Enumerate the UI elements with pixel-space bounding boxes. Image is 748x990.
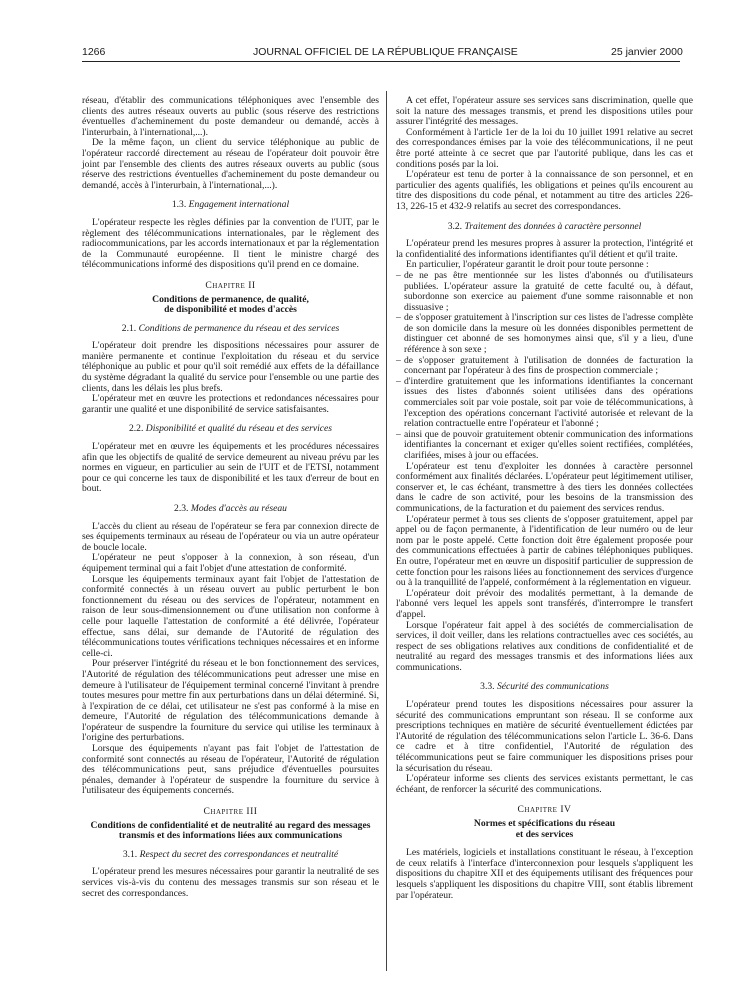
paragraph: L'opérateur informe ses clients des services existants permettant, le cas échéant, de renforcer la sécurité des communications. [396,773,693,795]
paragraph: Conformément à l'article 1er de la loi du 10 juillet 1991 relative au secret des correspondances émises par la voie des télécommunications, il ne peut être porté atteinte à ce secret que par l'autorité publique, dans les cas et conditions posés par la loi. [396,126,693,170]
list-item: – de s'opposer gratuitement à l'utilisation de données de facturation la concernant par l'opérateur à des fins de prospection commerciale ; [396,356,693,377]
paragraph: Lorsque les équipements terminaux ayant fait l'objet de l'attestation de conformité connectés à un réseau ouvert au public perturbent le bon fonctionnement du réseau ou des services de l'opérateur, notamment en raison de leur sous-dimensionnement ou d'une utilisation non conforme à celle pour laquelle l'attestation de conformité a été délivrée, l'opérateur effectue, sans délai, sur demande de l'Autorité de régulation des télécommunications toutes vérifications techniques nécessaires et en informe celle-ci. [82,573,379,659]
chapter-label: Chapitre IV [517,804,572,816]
chapter-title-line: Conditions de permanence, de qualité, [152,293,309,305]
paragraph: De la même façon, un client du service téléphonique au public de l'opérateur raccordé directement au réseau de l'opérateur doit pouvoir être joint par l'ensemble des clients des autres réseaux ouverts au public (sous réserve des restrictions éventuelles d'acheminement du poste demandeur ou demandé, accès à l'interurbain, à l'international,...). [82,137,379,191]
chapter-title-line: de disponibilité et modes d'accès [164,304,297,316]
paragraph: L'opérateur est tenu d'exploiter les données à caractère personnel conformément aux finalités déclarées. L'opérateur peut légitimement utiliser, conserver et, le cas échéant, transmettre à des tiers les données collectées dans le cadre de son activité, pour les besoins de la transmission des communications, de la facturation et du paiement des services rendus. [396,460,693,514]
section-heading [82,200,379,211]
paragraph: Lorsque des équipements n'ayant pas fait l'objet de l'attestation de conformité sont connectés au réseau de l'opérateur, l'Autorité de régulation des télécommunications peut, sans préjudice d'éventuelles poursuites pénales, demander à l'opérateur de suspendre la fourniture du service à l'utilisateur des équipements concernés. [82,743,379,797]
section-heading [82,324,379,335]
paragraph: A cet effet, l'opérateur assure ses services sans discrimination, quelle que soit la nature des messages transmis, et prend les dispositions utiles pour assurer l'intégrité des messages. [396,95,693,128]
section-title: Traitement des données à caractère personnel [464,220,642,232]
paragraph: L'opérateur permet à tous ses clients de s'opposer gratuitement, appel par appel ou de façon permanente, à l'identification de leur numéro ou de leur nom par le poste appelé. Cette fonction doit être également proposée pour des communications effectuées à partir de cabines téléphoniques publiques. En outre, l'opérateur met en œuvre un dispositif particulier de suppression de cette fonction pour les raisons liées au fonctionnement des services d'urgence ou à la tranquillité de l'appelé, conformément à la réglementation en vigueur. [396,513,693,589]
section-title: Conditions de permanence du réseau et des services [138,322,340,334]
section-number: 3.3. [480,681,495,693]
paragraph: Lorsque l'opérateur fait appel à des sociétés de commercialisation de services, il doit veiller, dans les relations contractuelles avec ces sociétés, au respect de ses obligations relatives aux conditions de confidentialité et de neutralité au regard des messages transmis et des informations liées aux communications. [396,619,693,673]
right-column [396,96,693,901]
chapter-label: Chapitre III [203,806,258,818]
section-title: Engagement international [188,199,290,211]
chapter-title: Conditions de confidentialité et de neutralité au regard des messages transmis et des informations liées aux communications [90,819,371,842]
section-number: 2.2. [128,423,144,435]
paragraph: L'opérateur doit prévoir des modalités permettant, à la demande de l'abonné vers lequel les appels sont transférés, d'interrompre le transfert d'appel. [396,587,693,620]
paragraph: L'accès du client au réseau de l'opérateur se fera par connexion directe de ses équipements terminaux au réseau de l'opérateur ou via un autre opérateur de boucle locale. [82,520,379,553]
column-divider [386,91,387,971]
paragraph: En particulier, l'opérateur garantit le droit pour toute personne : [406,259,649,271]
paragraph: L'opérateur met en œuvre les équipements et les procédures nécessaires afin que les objectifs de qualité de service demeurent au niveau prévu par les normes en vigueur, en particulier au sein de l'UIT et de l'ETSI, notamment pour ce qui concerne les taux de disponibilité et les taux d'erreur de bout en bout. [82,441,379,495]
journal-title: JOURNAL OFFICIEL DE LA RÉPUBLIQUE FRANÇAISE [253,46,518,58]
section-heading [82,424,379,435]
section-title: Sécurité des communications [496,681,609,693]
paragraph: L'opérateur est tenu de porter à la connaissance de son personnel, et en particulier des agents qualifiés, les obligations et peines qu'ils encourent au titre des dispositions du code pénal, et notamment au titre des articles 226-13, 226-15 et 432-9 relatifs au secret des correspondances. [396,169,693,212]
paragraph: L'opérateur met en œuvre les protections et redondances nécessaires pour garantir une qualité et une disponibilité de service satisfaisantes. [82,393,379,415]
section-heading [396,682,693,693]
chapter-title-line: Normes et spécifications du réseau [473,818,616,829]
paragraph: Pour préserver l'intégrité du réseau et le bon fonctionnement des services, l'Autorité de régulation des télécommunications peut adresser une mise en demeure à l'utilisateur de l'équipement terminal concerné l'invitant à prendre toutes mesures pour mettre fin aux perturbations dans un délai déterminé. Si, à l'expiration de ce délai, cet utilisateur ne s'est pas conformé à la mise en demeure, l'Autorité de régulation des télécommunications demande à l'opérateur de suspendre la fourniture du service qui utilise les terminaux à l'origine des perturbations. [82,658,379,744]
section-number: 1.3. [171,199,187,211]
paragraph: réseau, d'établir des communications téléphoniques avec l'ensemble des clients des autres réseaux ouverts au public (sous réserve des restrictions éventuelles d'acheminement du poste demandeur ou demandé, accès à l'interurbain, à l'international,...). [82,95,379,138]
paragraph: L'opérateur doit prendre les dispositions nécessaires pour assurer de manière permanente et continue l'exploitation du réseau et du service téléphonique au public et pour qu'il soit remédié aux effets de la défaillance du système dégradant la qualité du service pour l'ensemble ou une partie des clients, dans les délais les plus brefs. [82,340,379,394]
section-number: 2.3. [174,503,189,514]
list-item: – de ne pas être mentionnée sur les listes d'abonnés ou d'utilisateurs publiées. L'opérateur assure la gratuité de cette faculté ou, à défaut, subordonne son exercice au paiement d'une somme raisonnable et non dissuasive ; [396,271,693,313]
paragraph: L'opérateur prend toutes les dispositions nécessaires pour assurer la sécurité des communications empruntant son réseau. Il se conforme aux prescriptions techniques en matière de sécurité éventuellement édictées par l'Autorité de régulation des télécommunications selon l'article L. 36-6. Dans ce cadre et à titre confidentiel, l'Autorité de régulation des télécommunications peut se faire communiquer les dispositions prises pour la sécurisation du réseau. [396,699,693,774]
list-item: – de s'opposer gratuitement à l'inscription sur ces listes de l'adresse complète de son domicile dans la mesure où les données disponibles permettent de distinguer cet abonné de ses homonymes ainsi que, s'il y a lieu, d'une référence à son sexe ; [396,313,693,355]
paragraph: L'opérateur respecte les règles définies par la convention de l'UIT, par le règlement des télécommunications internationales, par le règlement des radiocommunications, par les accords internationaux et par la réglementation de la Communauté européenne. Il tient le ministre chargé des télécommunications informé des dispositions qu'il prend en ce domaine. [82,216,379,271]
chapter-title [82,295,379,316]
paragraph: L'opérateur ne peut s'opposer à la connexion, à son réseau, d'un équipement terminal qui a fait l'objet d'une attestation de conformité. [82,552,379,574]
page-number: 1266 [82,46,106,58]
list-item: – ainsi que de pouvoir gratuitement obtenir communication des informations identifiantes la concernant et exiger qu'elles soient rectifiées, complétées, clarifiées, mises à jour ou effacées. [396,430,693,462]
rights-list [396,271,693,462]
paragraph: L'opérateur prend les mesures nécessaires pour garantir la neutralité de ses services vis-à-vis du contenu des messages transmis sur son réseau et le secret des correspondances. [82,866,379,899]
section-title: Disponibilité et qualité du réseau et des services [145,423,333,435]
list-item: – d'interdire gratuitement que les informations identifiantes la concernant issues des listes d'abonnés soient utilisées dans des opérations commerciales soit par voie postale, soit par voie de télécommunications, à l'exception des opérations concernant l'activité autorisée et relevant de la relation contractuelle entre l'opérateur et l'abonné ; [396,377,693,430]
chapter-title-line: et des services [515,828,574,840]
section-heading [82,850,379,861]
header-rule [82,61,680,62]
section-number: 3.2. [447,220,463,232]
issue-date: 25 janvier 2000 [611,46,683,58]
section-title: Modes d'accès au réseau [190,503,287,514]
section-title: Respect du secret des correspondances et neutralité [139,848,339,860]
section-number: 2.1. [121,322,137,334]
paragraph: L'opérateur prend les mesures propres à assurer la protection, l'intégrité et la confidentialité des informations identifiantes qu'il détient et qu'il traite. [396,238,693,260]
section-number: 3.1. [122,848,138,860]
section-heading [82,504,379,515]
chapter-label: Chapitre II [205,279,256,291]
paragraph: Les matériels, logiciels et installations constituant le réseau, à l'exception de ceux relatifs à l'interface d'interconnexion pour lesquels s'appliquent les dispositions du chapitre XII et des équipements utilisant des fréquences pour lesquels s'appliquent les dispositions du chapitre VIII, sont établis librement par l'opérateur. [396,847,693,901]
left-column [82,96,379,899]
chapter-title [396,819,693,840]
section-heading [396,222,693,233]
